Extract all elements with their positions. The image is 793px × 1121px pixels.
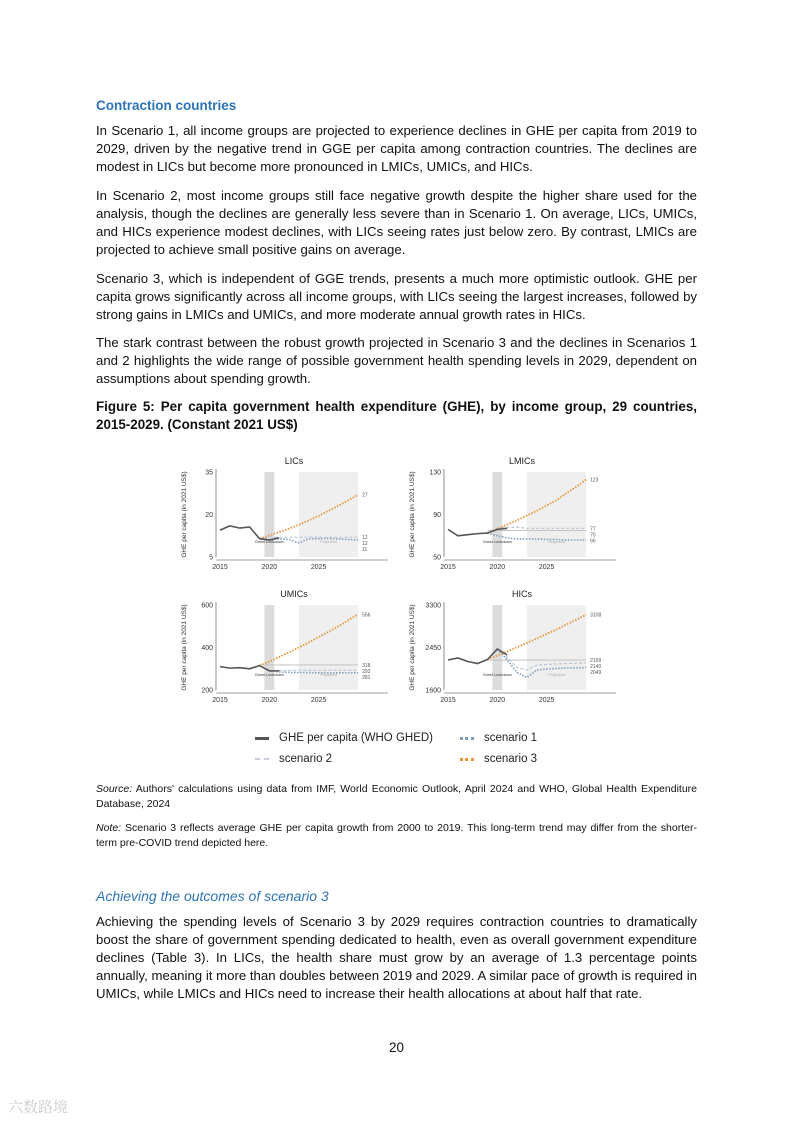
y-tick-label: 50 — [433, 554, 441, 562]
y-tick-label: 600 — [201, 602, 213, 610]
end-value-label: 3108 — [590, 612, 602, 619]
x-tick-label: 2020 — [489, 697, 506, 704]
end-value-label: 77 — [590, 526, 596, 533]
x-tick-label: 2025 — [310, 564, 327, 571]
x-tick-label: 2020 — [261, 564, 278, 571]
paragraph: In Scenario 2, most income groups still face negative growth despite the higher share used for the analysis, though the declines are generally less severe than in Scenario 1. On average, LICs, UMICs, and HICs experience modest declines, with LICs seeing rates just below zero. By contrast, LMICs are projected to achieve small positive gains on average. — [96, 188, 697, 257]
y-axis-label: GHE per capita (in 2021 US$) — [181, 471, 188, 558]
y-tick-label: 130 — [429, 469, 441, 477]
legend-s3 — [460, 753, 537, 765]
x-tick-label: 2015 — [440, 564, 456, 571]
projection-label: Projected — [548, 672, 565, 677]
y-tick-label: 90 — [433, 512, 441, 519]
note-text: Scenario 3 reflects average GHE per capita growth from 2000 to 2019. This long-term trend may differ from the shorter-term pre-COVID trend depicted here. — [96, 822, 697, 849]
end-value-label: 66 — [590, 538, 596, 545]
end-value-label: 12 — [362, 535, 368, 542]
projection-label: Projected — [320, 672, 337, 677]
chart-lmics — [400, 452, 628, 582]
y-tick-label: 2450 — [425, 645, 441, 652]
lockdown-label: Great Lockdown — [482, 539, 512, 544]
paragraph: In Scenario 1, all income groups are projected to experience declines in GHE per capita from 2019 to 2029, driven by the negative trend in GGE per capita among contraction countries. The declines are modest in LICs but become more pronounced in LMICs, UMICs, and HICs. — [96, 123, 697, 174]
end-value-label: 318 — [362, 662, 371, 669]
chart-title: LICs — [284, 456, 304, 466]
y-axis-label: GHE per capita (in 2021 US$) — [181, 604, 188, 691]
end-value-label: 556 — [362, 612, 371, 619]
end-value-label: 75 — [590, 532, 596, 539]
x-tick-label: 2015 — [440, 697, 456, 704]
lockdown-shade — [264, 472, 274, 557]
lockdown-label: Great Lockdown — [254, 672, 284, 677]
paragraph: The stark contrast between the robust growth projected in Scenario 3 and the declines in Scenarios 1 and 2 highlights the wide range of possible government health spending levels in 2029, dependent on assumptions about spending growth. — [96, 335, 697, 386]
lockdown-shade — [264, 605, 274, 690]
chart-title: LMICs — [508, 456, 536, 466]
end-value-label: 2049 — [590, 670, 602, 677]
lockdown-shade — [492, 472, 502, 557]
projection-shade — [527, 605, 586, 690]
chart-umics — [172, 585, 400, 715]
projection-label: Projected — [320, 539, 337, 544]
y-tick-label: 400 — [201, 645, 213, 652]
end-value-label: 2199 — [590, 658, 602, 665]
figure-title: Figure 5: Per capita government health expenditure (GHE), by income group, 29 countries, 2015-2029. (Constant 2021 US$) — [96, 399, 697, 432]
chart-hics — [400, 585, 628, 715]
end-value-label: 27 — [362, 492, 368, 499]
projection-label: Projected — [548, 539, 565, 544]
note-label: Note: — [96, 822, 122, 834]
page-number: 20 — [388, 1040, 405, 1055]
lockdown-label: Great Lockdown — [482, 672, 512, 677]
projection-shade — [299, 472, 358, 557]
legend-label: GHE per capita (WHO GHED) — [279, 732, 433, 744]
section-heading: Achieving the outcomes of scenario 3 — [96, 888, 329, 904]
source-label: Source: — [96, 783, 133, 795]
x-tick-label: 2020 — [261, 697, 278, 704]
y-tick-label: 5 — [209, 554, 213, 562]
x-tick-label: 2015 — [212, 564, 228, 571]
end-value-label: 2140 — [590, 664, 602, 671]
x-tick-label: 2025 — [310, 697, 327, 704]
end-value-label: 12 — [362, 541, 368, 548]
end-value-label: 123 — [590, 477, 599, 484]
x-tick-label: 2015 — [212, 697, 228, 704]
legend-label: scenario 3 — [484, 753, 538, 765]
y-tick-label: 3300 — [425, 602, 441, 610]
lockdown-label: Great Lockdown — [254, 539, 284, 544]
source-text: Authors' calculations using data from IMF, World Economic Outlook, April 2024 and WHO, Global Health Expenditure Database, 2024 — [96, 783, 697, 810]
chart-title: UMICs — [280, 589, 308, 599]
figure-source — [96, 782, 697, 812]
watermark: 六数路境 — [8, 1099, 69, 1116]
y-axis-label: GHE per capita (in 2021 US$) — [409, 471, 416, 558]
paragraph: Achieving the spending levels of Scenario 3 by 2029 requires contraction countries to dramatically boost the share of government spending dedicated to health, even as overall government expenditure declines (Table 3). In LICs, the health share must grow by an average of 1.3 percentage points annually, meaning it more than doubles between 2019 and 2029. A similar pace of growth is required in UMICs, while LMICs and HICs need to increase their health allocations at about half that rate. — [96, 914, 697, 1001]
paragraph: Scenario 3, which is independent of GGE trends, presents a much more optimistic outlook. GHE per capita grows significantly across all income groups, with LICs seeing the largest increases, followed by strong gains in LMICs and UMICs, and more moderate annual growth rates in HICs. — [96, 271, 697, 322]
x-tick-label: 2025 — [538, 697, 555, 704]
x-tick-label: 2020 — [489, 564, 506, 571]
legend-s1 — [460, 732, 537, 744]
y-axis-label: GHE per capita (in 2021 US$) — [409, 604, 416, 691]
section-heading: Contraction countries — [96, 98, 237, 113]
y-tick-label: 200 — [201, 687, 213, 695]
chart-title: HICs — [512, 589, 532, 599]
y-tick-label: 20 — [205, 512, 213, 519]
end-value-label: 293 — [362, 668, 371, 675]
legend-hist — [255, 732, 433, 744]
lockdown-shade — [492, 605, 502, 690]
end-value-label: 11 — [362, 547, 368, 554]
legend-label: scenario 1 — [484, 732, 538, 744]
projection-shade — [527, 472, 586, 557]
end-value-label: 281 — [362, 674, 371, 681]
y-tick-label: 1600 — [425, 687, 441, 695]
x-tick-label: 2025 — [538, 564, 555, 571]
projection-shade — [299, 605, 358, 690]
legend-label: scenario 2 — [279, 753, 333, 765]
chart-lics — [172, 452, 400, 582]
legend-s2 — [255, 753, 332, 765]
y-tick-label: 35 — [205, 469, 213, 477]
figure-note — [96, 821, 697, 851]
